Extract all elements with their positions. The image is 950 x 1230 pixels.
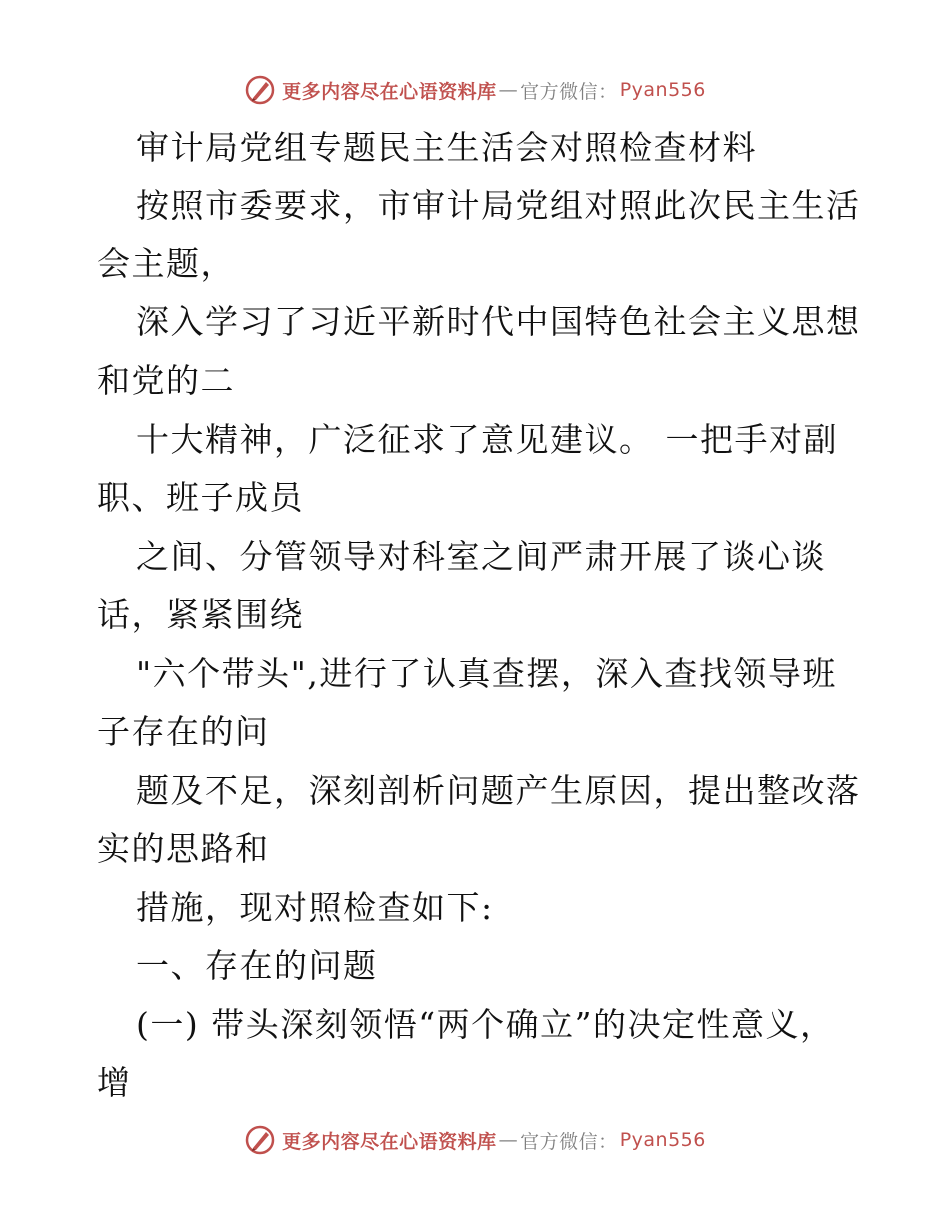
paragraph-line: 会主题， xyxy=(97,244,235,283)
paragraph-line: 增 xyxy=(97,1063,132,1102)
paragraph-line: 题及不足，深刻剖析问题产生原因，提出整改落 xyxy=(136,771,861,810)
watermark-account: Pyan556 xyxy=(619,1129,706,1151)
watermark-site: 更多内容尽在心语资料库 xyxy=(282,1130,497,1153)
paragraph-line: 话，紧紧围绕 xyxy=(97,595,304,634)
pen-logo-icon xyxy=(244,74,276,106)
paragraph-line: 措施，现对照检查如下: xyxy=(136,888,494,927)
watermark-account: Pyan556 xyxy=(619,79,706,101)
document-title: 审计局党组专题民主生活会对照检查材料 xyxy=(136,128,757,167)
watermark-separator: — xyxy=(498,1129,519,1151)
watermark-official: 官方微信： xyxy=(520,1130,618,1153)
subsection-heading: (一) 带头深刻领悟“两个确立”的决定性意义， xyxy=(136,1005,835,1044)
paragraph-line: 职、班子成员 xyxy=(97,478,304,517)
paragraph-line: 十大精神，广泛征求了意见建议。 一把手对副 xyxy=(136,420,838,459)
watermark-header xyxy=(0,70,950,110)
paragraph-line: 之间、分管领导对科室之间严肃开展了谈心谈 xyxy=(136,537,826,576)
watermark-footer xyxy=(0,1120,950,1160)
paragraph-line: 和党的二 xyxy=(97,361,235,400)
paragraph-line: "六个带头",进行了认真查摆，深入查找领导班 xyxy=(136,654,837,693)
pen-logo-icon xyxy=(244,1124,276,1156)
section-heading: 一、存在的问题 xyxy=(136,946,378,985)
watermark-official: 官方微信： xyxy=(520,80,618,103)
watermark-separator: — xyxy=(498,79,519,101)
paragraph-line: 按照市委要求，市审计局党组对照此次民主生活 xyxy=(136,186,861,225)
paragraph-line: 深入学习了习近平新时代中国特色社会主义思想 xyxy=(136,302,861,341)
paragraph-line: 实的思路和 xyxy=(97,829,270,868)
watermark-site: 更多内容尽在心语资料库 xyxy=(282,80,497,103)
paragraph-line: 子存在的问 xyxy=(97,712,270,751)
